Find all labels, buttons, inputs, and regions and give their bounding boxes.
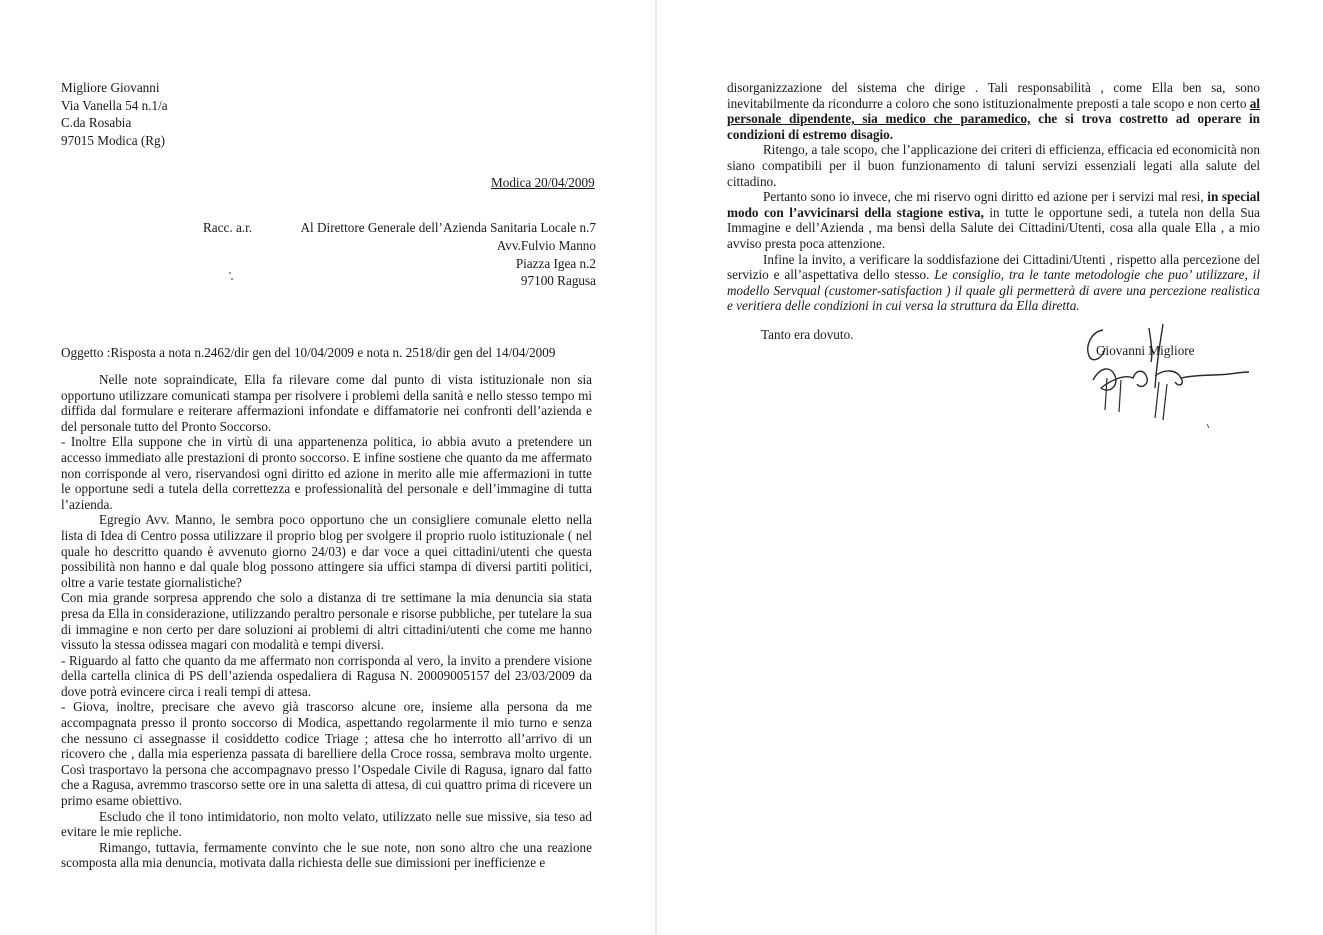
recipient-line: Al Direttore Generale dell’Azienda Sanitaria Locale n.7: [300, 220, 596, 235]
emphasis-bold: che si trova costretto ad operare in condizioni di estremo disagio.: [727, 111, 1261, 142]
closing-line: Tanto era dovuto.: [761, 327, 854, 342]
body-paragraph: Nelle note sopraindicate, Ella fa rilevare come dal punto di vista istituzionale non sia opportuno utilizzare comunicati stampa per risolvere i problemi della sanità e nello stesso tempo mi diffida dal formulare e reiterare affermazioni infondate e diffamatorie nei confronti dell’azienda e del personale tutto del Pronto Soccorso.: [61, 372, 592, 434]
body-paragraph: Egregio Avv. Manno, le sembra poco opportuno che un consigliere comunale eletto nella lista di Idea di Centro possa utilizzare il proprio blog per svolgere il proprio ruolo istituzionale ( nel quale ho descritto quando è avvenuto giorno 24/03) e dar voce a quei cittadini/utenti che questa possibilità non hanno e dal quale blog possono attingere sia uffici stampa di diversi partiti politici, oltre a varie testate giornalistiche?: [61, 512, 592, 590]
emphasis-italic: Le consiglio, tra le tante metodologie che puo’ utilizzare, il modello Servqual (customer-satisfaction ) il quale gli permetterà di avere una percezione realistica e veritiera delle condizioni in cui versa la struttura da Ella diretta.: [727, 267, 1261, 314]
letter-subject: Oggetto :Risposta a nota n.2462/dir gen del 10/04/2009 e nota n. 2518/dir gen del 14/04/2009: [61, 345, 556, 360]
sender-line: 97015 Modica (Rg): [61, 132, 166, 148]
letter-body: [61, 372, 592, 871]
body-paragraph: Escludo che il tono intimidatorio, non molto velato, utilizzato nelle sue missive, sia teso ad evitare le mie repliche.: [61, 808, 592, 840]
scan-speck: [229, 272, 231, 274]
letter-page-1: [0, 0, 660, 935]
recipient-line: 97100 Ragusa: [520, 273, 596, 289]
emphasis-bold: in special modo con l’avvicinarsi della stagione estiva,: [727, 189, 1261, 220]
scan-speck: [231, 278, 233, 280]
signature-name: Giovanni Migliore: [1096, 343, 1195, 358]
body-paragraph: [727, 252, 1260, 314]
body-paragraph: - Inoltre Ella suppone che in virtù di una appartenenza politica, io abbia avuto a pretendere un accesso immediato alle prestazioni di pronto soccorso. E infine sostiene che quanto da me affermato non corrisponde al vero, riservandosi ogni diritto ed azione in merito alle mie affermazioni in tutte le opportune sedi a tutela della correttezza e professionalità del personale e dell’immagine di tutta l’azienda.: [61, 434, 592, 512]
body-text: Pertanto sono io invece, che mi riservo ogni diritto ed azione per i servizi mal resi,: [763, 189, 1204, 205]
recipient-address: [296, 220, 596, 291]
body-text: disorganizzazione del sistema che dirige . Tali responsabilità , come Ella ben sa, sono inevitabilmente da ricondurre a coloro che sono istituzionalmente preposti a tale scopo e non certo: [727, 80, 1260, 111]
body-text: in tutte le opportune sedi, a tutela non della Sua Immagine e dell’Azienda , ma bensì della Salute dei Cittadini/Utenti, cosa alla quale Ella , a mio avviso presta poca attenzione.: [727, 204, 1261, 251]
body-paragraph: Con mia grande sorpresa apprendo che solo a distanza di tre settimane la mia denuncia sia stata presa da Ella in considerazione, utilizzando peraltro personale e risorse pubbliche, per tutelare la sua di immagine e non certo per dare soluzioni ai problemi di altri cittadini/utenti che come me hanno vissuto la stessa odissea magari con modalità e tempi diversi.: [61, 590, 592, 653]
body-paragraph: Rimango, tuttavia, fermamente convinto che le sue note, non sono altro che una reazione scomposta alla mia denuncia, motivata dalla richiesta delle sue dimissioni per inefficienze e: [61, 839, 592, 871]
letter-page-2: [661, 0, 1323, 935]
body-paragraph: Ritengo, a tale scopo, che l’applicazione dei criteri di efficienza, efficacia ed economicità non siano compatibili per il buon funzionamento di taluni servizi essenziali legati alla salute del cittadino.: [727, 142, 1260, 189]
recipient-line: Avv.Fulvio Manno: [496, 237, 596, 253]
emphasis-underlined: al personale dipendente, sia medico che paramedico,: [727, 95, 1261, 127]
letter-body-continued: [727, 80, 1260, 314]
recipient-line: Piazza Igea n.2: [515, 255, 596, 271]
sender-line: Migliore Giovanni: [61, 80, 160, 95]
handwritten-signature: [1081, 318, 1251, 428]
body-text: Infine la invito, a verificare la soddisfazione dei Cittadini/Utenti , rispetto alla percezione del servizio e all’aspettativa dello stesso.: [727, 251, 1260, 283]
body-paragraph: - Riguardo al fatto che quanto da me affermato non corrisponda al vero, la invito a prendere visione della cartella clinica di PS dell’azienda ospedaliera di Ragusa N. 20009005157 del 23/03/2009 da dove potrà evincere circa i reali tempi di attesa.: [61, 652, 592, 699]
sender-line: C.da Rosabia: [61, 115, 132, 130]
body-paragraph: [727, 80, 1260, 142]
letter-date: Modica 20/04/2009: [491, 175, 595, 190]
body-paragraph: [727, 189, 1260, 251]
sender-address: [61, 80, 168, 150]
sender-line: Via Vanella 54 n.1/a: [61, 97, 168, 113]
registered-mail-note: Racc. a.r.: [203, 220, 253, 235]
body-paragraph: - Giova, inoltre, precisare che avevo già trascorso alcune ore, insieme alla persona da me accompagnata presso il pronto soccorso di Modica, aspettando regolarmente il mio turno e senza che nessuno ci assegnasse il cosiddetto codice Triage ; attesa che ho interrotto all’arrivo di un ricovero che , dalla mia esperienza passata di barelliere della Croce rossa, sembrava molto urgente. Così trasportavo la persona che accompagnavo presso l’Ospedale Civile di Ragusa, ignaro dal fatto che a Ragusa, avremmo trascorso sette ore in una saletta di attesa, di cui quattro prima di ricevere un primo esame obiettivo.: [61, 699, 592, 809]
